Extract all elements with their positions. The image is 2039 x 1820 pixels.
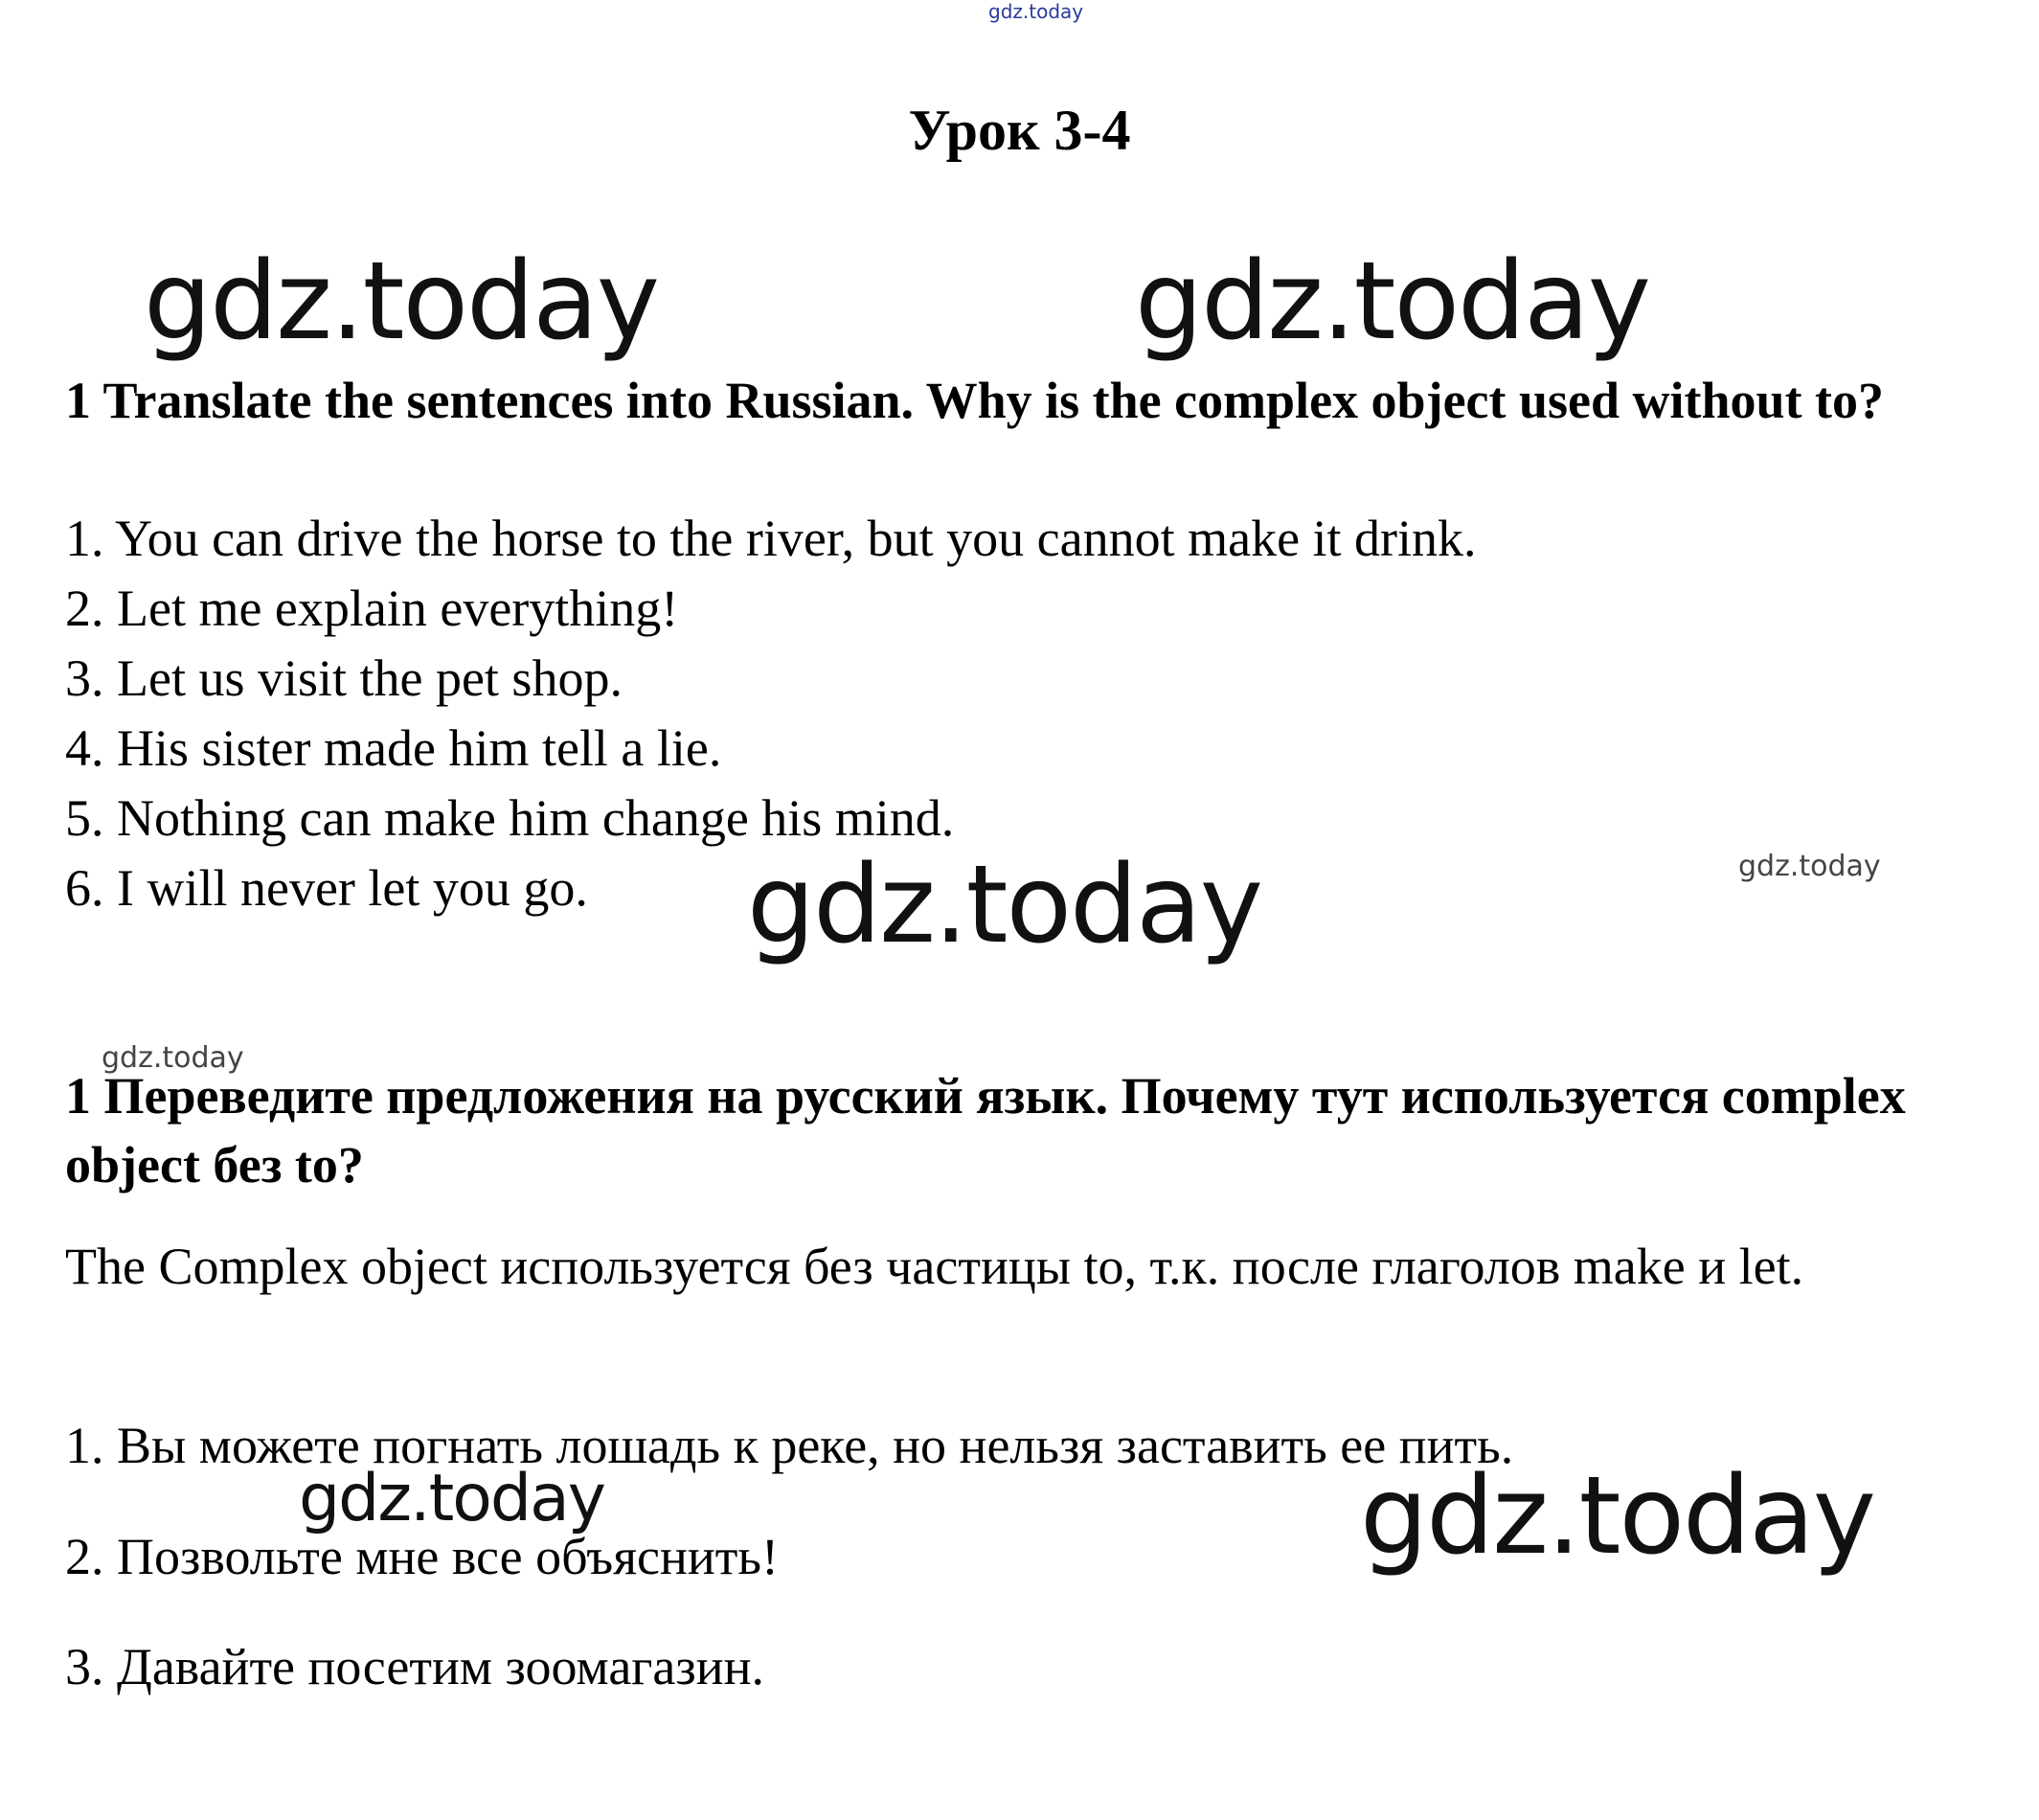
task-heading-ru: 1 Переведите предложения на русский язык. Почему тут используется complex object без to?: [65, 1067, 1906, 1194]
translation-ru: 2. Позвольте мне все объяснить!: [65, 1528, 780, 1585]
sentence-en: 3. Let us visit the pet shop.: [65, 649, 623, 707]
task-heading-en: 1 Translate the sentences into Russian. Why is the complex object used without to?: [65, 372, 1885, 429]
sentence-en: 2. Let me explain everything!: [65, 580, 679, 637]
watermark-left-large: gdz.today: [144, 239, 659, 364]
sentence-en: 6. I will never let you go.: [65, 859, 588, 917]
watermark-left-small: gdz.today: [102, 1041, 244, 1075]
page-title: Урок 3-4: [908, 99, 1131, 162]
watermark-top: gdz.today: [988, 0, 1084, 23]
sentence-en: 1. You can drive the horse to the river, but you cannot make it drink.: [65, 510, 1477, 567]
translation-ru: 3. Давайте посетим зоомагазин.: [65, 1638, 765, 1695]
watermark-lower-large: gdz.today: [1360, 1454, 1875, 1579]
sentence-en: 5. Nothing can make him change his mind.: [65, 789, 955, 847]
sentence-en: 4. His sister made him tell a lie.: [65, 719, 722, 777]
watermark-lower-mid: gdz.today: [299, 1461, 604, 1536]
watermark-right-large: gdz.today: [1135, 239, 1650, 364]
watermark-center-large: gdz.today: [747, 843, 1262, 967]
translation-ru: 1. Вы можете погнать лошадь к реке, но нельзя заставить ее пить.: [65, 1417, 1514, 1474]
explanation-text: The Complex object используется без частицы to, т.к. после глаголов make и let.: [65, 1238, 1804, 1295]
watermark-right-small: gdz.today: [1738, 850, 1881, 883]
